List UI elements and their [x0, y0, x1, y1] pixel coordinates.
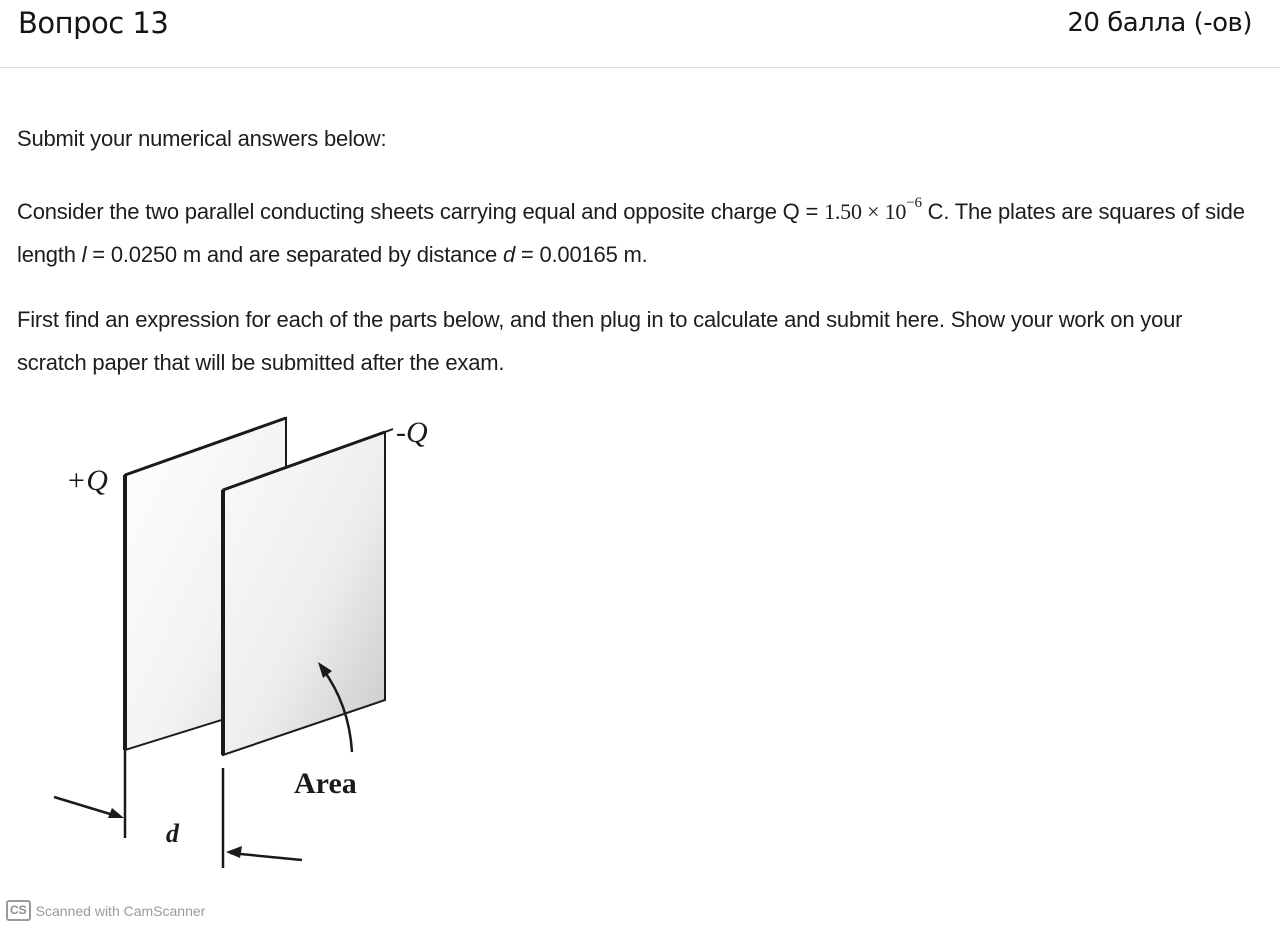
charge-coefficient: 1.50 × 10 — [824, 199, 907, 224]
parallel-plates-figure — [40, 400, 480, 890]
work-instructions: First find an expression for each of the parts below, and then plug in to calculate and submit here. Show your work on your scratch paper that will be submitted after the exam. — [17, 307, 1183, 375]
problem-statement — [17, 190, 1257, 276]
statement-part-2: C. The plates are squares of side length — [17, 199, 1245, 267]
charge-exponent: −6 — [906, 195, 922, 211]
variable-l: l — [81, 242, 87, 267]
statement-part-4: = 0.00165 m. — [515, 242, 648, 267]
plus-q-label: +Q — [66, 464, 108, 497]
minus-q-label: -Q — [396, 416, 428, 449]
area-label: Area — [294, 767, 357, 800]
question-title: Вопрос 13 — [18, 6, 169, 40]
statement-part-1: Consider the two parallel conducting sheets carrying equal and opposite charge Q = — [17, 199, 825, 224]
variable-d: d — [502, 242, 516, 267]
d-label: d — [166, 819, 179, 848]
camscanner-logo-icon: CS — [6, 900, 31, 921]
question-header — [0, 0, 1280, 68]
minus-q-leader — [385, 429, 393, 432]
negative-plate — [223, 432, 385, 755]
statement-part-3: = 0.0250 m and are separated by distance — [86, 242, 503, 267]
submit-instruction: Submit your numerical answers below: — [17, 126, 387, 151]
distance-marker — [54, 748, 302, 868]
question-points: 20 балла (-ов) — [1067, 8, 1252, 38]
watermark-text: Scanned with CamScanner — [35, 902, 206, 919]
scanner-watermark — [6, 900, 205, 921]
